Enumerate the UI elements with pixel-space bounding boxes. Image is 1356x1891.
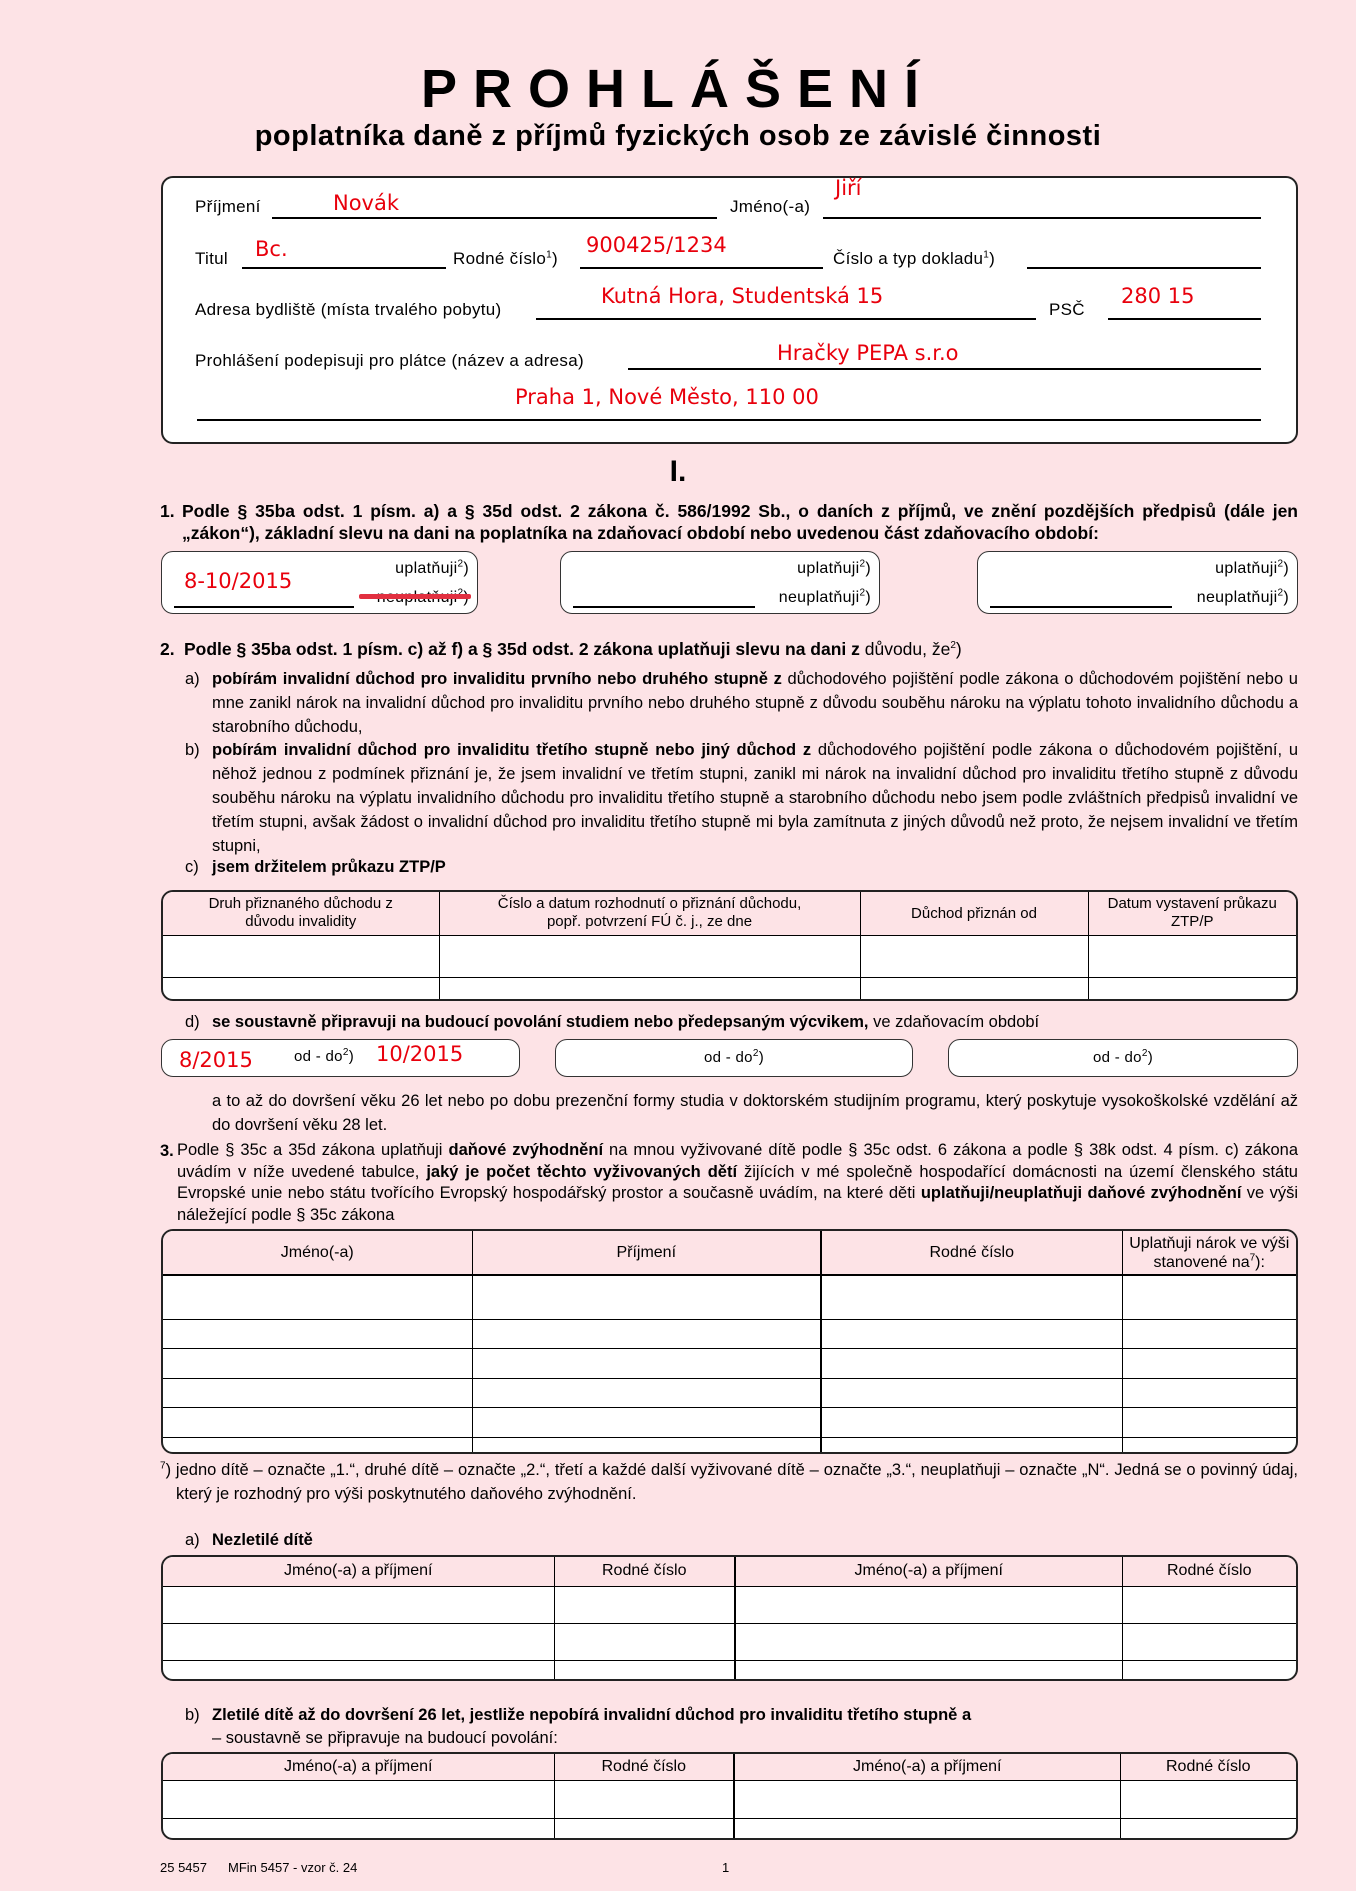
pension-table-grid — [163, 892, 1296, 999]
table-row — [163, 1319, 1296, 1349]
minor-header-name-2: Jméno(-a) a příjmení — [735, 1557, 1122, 1586]
address-value[interactable]: Kutná Hora, Studentská 15 — [601, 284, 884, 308]
minor-cell[interactable] — [1122, 1586, 1296, 1623]
item2-d-letter: d) — [185, 1013, 200, 1031]
pension-cell[interactable] — [163, 935, 439, 978]
item1-box-2-apply[interactable]: uplatňuji$^2$) — [797, 558, 871, 577]
table-row — [163, 1623, 1296, 1660]
adult-cell[interactable] — [163, 1819, 554, 1838]
minor-children-table-grid — [163, 1557, 1296, 1679]
surname-label: Příjmení — [195, 197, 261, 216]
document-field[interactable] — [1027, 267, 1261, 269]
child-birth-number-cell[interactable] — [821, 1437, 1122, 1452]
adult-cell[interactable] — [163, 1780, 554, 1819]
pension-table — [161, 890, 1298, 1001]
study-box-2-label[interactable]: od - $do^2$) — [704, 1048, 764, 1066]
zip-value[interactable]: 280 15 — [1121, 284, 1195, 308]
table-row — [163, 1349, 1296, 1379]
item2-a-letter: a) — [185, 670, 200, 688]
children-header-claim: Uplatňuji nárok ve výši stanovené $na^7$): — [1122, 1231, 1296, 1275]
item1-box-2-period-line[interactable] — [573, 606, 755, 608]
item1-box-3-period-line[interactable] — [990, 606, 1172, 608]
payer-name-value[interactable]: Hračky PEPA s.r.o — [777, 341, 959, 365]
adult-cell[interactable] — [1120, 1819, 1296, 1838]
child-claim-cell[interactable] — [1122, 1437, 1296, 1452]
minor-cell[interactable] — [554, 1660, 735, 1679]
pension-header-decision: Číslo a datum rozhodnutí o přiznání důchodu, popř. potvrzení FÚ č. j., ze dne — [439, 892, 860, 935]
adult-table-header — [163, 1754, 1296, 1780]
item2-a-text: pobírám invalidní důchod pro invaliditu prvního nebo druhého stupně z důchodového pojištění podle zákona o důchodovém pojištění nebo u mne zanikl nárok na invalidní důchod pro invaliditu prvního nebo druhého stupně z důvodu souběhu nároku na výplatu tohoto invalidního důchodu a starobního důchodu, — [212, 670, 1298, 736]
child-claim-cell[interactable] — [1122, 1319, 1296, 1349]
child-claim-cell[interactable] — [1122, 1349, 1296, 1379]
footer-code: 25 5457 — [160, 1860, 207, 1875]
payer-address-field[interactable] — [197, 419, 1261, 421]
child-birth-number-cell[interactable] — [821, 1408, 1122, 1438]
pension-header-type: Druh přiznaného důchodu z důvodu invalidity — [163, 892, 439, 935]
table-row — [163, 1408, 1296, 1438]
minor-letter: a) — [185, 1531, 200, 1549]
child-surname-cell[interactable] — [472, 1319, 821, 1349]
children-header-name: Jméno(-a) — [163, 1231, 472, 1275]
table-row — [163, 935, 1296, 978]
adult-header-name-1: Jméno(-a) a příjmení — [163, 1754, 554, 1780]
title-value[interactable]: Bc. — [255, 237, 288, 261]
item3-number: 3. — [160, 1142, 174, 1160]
pension-cell[interactable] — [439, 978, 860, 999]
minor-cell[interactable] — [163, 1660, 554, 1679]
item3-text: Podle § 35c a 35d zákona uplatňuji daňové zvýhodnění na mnou vyživované dítě podle § 35c odst. 6 zákona a podle § 38k odst. 4 písm. c) zákona uvádím v níže uvedené tabulce, jaký je počet těchto vyživovaných dětí žijících v mé společně hospodařící domácnosti na území členského státu Evropské unie nebo státu tvořícího Evropský hospodářský prostor a současně uvádím, na které děti uplatňuji/neuplatňuji daňové zvýhodnění ve výši náležející podle § 35c zákona — [177, 1141, 1299, 1224]
child-birth-number-cell[interactable] — [821, 1319, 1122, 1349]
child-name-cell[interactable] — [163, 1408, 472, 1438]
name-label: Jméno(-a) — [730, 197, 811, 216]
pension-cell[interactable] — [1088, 935, 1296, 978]
birth-number-field[interactable] — [580, 267, 823, 269]
study-box-1 — [161, 1039, 520, 1077]
minor-label: Nezletilé dítě — [212, 1531, 313, 1549]
table-row — [163, 1275, 1296, 1319]
table-row — [163, 1437, 1296, 1452]
child-claim-cell[interactable] — [1122, 1275, 1296, 1319]
adult-cell[interactable] — [734, 1780, 1120, 1819]
study-box-1-from[interactable]: 8/2015 — [179, 1048, 253, 1072]
minor-header-birth-2: Rodné číslo — [1122, 1557, 1296, 1586]
child-name-cell[interactable] — [163, 1437, 472, 1452]
minor-cell[interactable] — [1122, 1660, 1296, 1679]
minor-table-header — [163, 1557, 1296, 1586]
surname-field[interactable] — [272, 217, 717, 219]
item2-c-letter: c) — [185, 858, 199, 876]
minor-cell[interactable] — [735, 1623, 1122, 1660]
item1-box-1-period-line[interactable] — [174, 606, 354, 608]
payer-label: Prohlášení podepisuji pro plátce (název a adresa) — [195, 351, 584, 370]
name-field[interactable] — [823, 217, 1261, 219]
adult-cell[interactable] — [554, 1780, 734, 1819]
zip-label: PSČ — [1049, 300, 1085, 319]
birth-number-label: Rodné číslo$^1$) — [453, 249, 558, 268]
child-birth-number-cell[interactable] — [821, 1349, 1122, 1379]
adult-children-table — [161, 1752, 1298, 1840]
children-header-birth-number: Rodné číslo — [821, 1231, 1122, 1275]
item2-d-text: se soustavně připravuji na budoucí povolání studiem nebo předepsaným výcvikem, ve zdaňovacím období — [212, 1013, 1040, 1031]
table-row — [163, 1780, 1296, 1819]
item1-box-1-apply[interactable]: uplatňuji$^2$) — [395, 558, 469, 577]
item2-number: 2. — [160, 639, 175, 659]
child-name-cell[interactable] — [163, 1349, 472, 1379]
adult-header-birth-1: Rodné číslo — [554, 1754, 734, 1780]
item2-intro: Podle § 35ba odst. 1 písm. c) až f) a § 35d odst. 2 zákona uplatňuji slevu na dani z důvodu, $že^2$) — [184, 639, 962, 659]
adult-header-birth-2: Rodné číslo — [1120, 1754, 1296, 1780]
address-label: Adresa bydliště (místa trvalého pobytu) — [195, 300, 502, 319]
adult-label-line2: – soustavně se připravuje na budoucí povolání: — [212, 1729, 558, 1747]
payer-address-value[interactable]: Praha 1, Nové Město, 110 00 — [515, 385, 819, 409]
minor-cell[interactable] — [554, 1623, 735, 1660]
child-name-cell[interactable] — [163, 1275, 472, 1319]
item3-footnote: $^7$) jedno dítě – označte „1.“, druhé dítě – označte „2.“, třetí a každé další vyživované dítě – označte „3.“, neuplatňuji – označte „N“. Jedná se o povinný údaj, který je rozhodný pro výši poskytnutého daňového zvýhodnění. — [160, 1460, 1298, 1503]
pension-cell[interactable] — [860, 935, 1088, 978]
minor-cell[interactable] — [735, 1586, 1122, 1623]
item1-box-3 — [977, 551, 1298, 614]
minor-cell[interactable] — [163, 1586, 554, 1623]
item1-box-2-not-apply[interactable]: neuplatňuji$^2$) — [778, 587, 871, 606]
adult-header-name-2: Jméno(-a) a příjmení — [734, 1754, 1120, 1780]
children-table — [161, 1229, 1298, 1454]
title-field[interactable] — [242, 267, 446, 269]
item1-box-2 — [560, 551, 880, 614]
item2-b-text: pobírám invalidní důchod pro invaliditu třetího stupně nebo jiný důchod z důchodového pojištění podle zákona o důchodovém pojištění, u něhož jednou z podmínek přiznání je, že jsem invalidní ve třetím stupni, zanikl mi nárok na invalidní důchod pro invaliditu třetího stupně z důvodu souběhu nároku na výplatu invalidního důchodu pro invaliditu třetího stupně a starobního důchodu nebo jsem podle zvláštních předpisů invalidní ve třetím stupni, avšak žádost o invalidní důchod pro invaliditu třetího stupně mi byla zamítnuta z jiných důvodů než proto, že nejsem invalidní ve třetím stupni, — [212, 741, 1299, 855]
child-name-cell[interactable] — [163, 1319, 472, 1349]
children-header-surname: Příjmení — [472, 1231, 821, 1275]
item1-box-1-strikethrough — [359, 594, 471, 599]
zip-field[interactable] — [1108, 318, 1261, 320]
study-box-1-to[interactable]: 10/2015 — [376, 1042, 464, 1066]
child-surname-cell[interactable] — [472, 1378, 821, 1408]
item1-box-3-not-apply[interactable]: neuplatňuji$^2$) — [1196, 587, 1289, 606]
birth-number-value[interactable]: 900425/1234 — [586, 233, 727, 257]
study-box-2 — [555, 1039, 913, 1077]
child-surname-cell[interactable] — [472, 1408, 821, 1438]
address-field[interactable] — [536, 318, 1036, 320]
item2-d-after: a to až do dovršení věku 26 let nebo po dobu prezenční formy studia v doktorském studijním programu, který poskytuje vysokoškolské vzdělání až do dovršení věku 28 let. — [212, 1092, 1298, 1134]
pension-cell[interactable] — [439, 935, 860, 978]
minor-cell[interactable] — [1122, 1623, 1296, 1660]
child-surname-cell[interactable] — [472, 1349, 821, 1379]
minor-cell[interactable] — [163, 1623, 554, 1660]
minor-cell[interactable] — [554, 1586, 735, 1623]
name-value[interactable]: Jiří — [835, 176, 862, 200]
document-label: Číslo a typ dokladu$^1$) — [833, 249, 996, 268]
page-number: 1 — [722, 1860, 730, 1875]
pension-cell[interactable] — [1088, 978, 1296, 999]
pension-header-from: Důchod přiznán od — [860, 892, 1088, 935]
surname-value[interactable]: Novák — [333, 191, 400, 215]
child-birth-number-cell[interactable] — [821, 1378, 1122, 1408]
study-box-1-label: od - $do^2$) — [294, 1047, 354, 1065]
child-surname-cell[interactable] — [472, 1275, 821, 1319]
pension-header-ztp-date: Datum vystavení průkazu ZTP/P — [1088, 892, 1296, 935]
pension-table-header — [163, 892, 1296, 935]
table-row — [163, 1660, 1296, 1679]
item1-box-3-apply[interactable]: uplatňuji$^2$) — [1215, 558, 1289, 577]
adult-label: Zletilé dítě až do dovršení 26 let, jestliže nepobírá invalidní důchod pro invaliditu třetího stupně a — [212, 1706, 972, 1724]
adult-cell[interactable] — [734, 1819, 1120, 1838]
study-box-3-label[interactable]: od - $do^2$) — [1093, 1048, 1153, 1066]
table-row — [163, 1819, 1296, 1838]
adult-children-table-grid — [163, 1754, 1296, 1838]
section-heading: I. — [669, 455, 687, 488]
children-table-grid — [163, 1231, 1296, 1452]
minor-header-birth-1: Rodné číslo — [554, 1557, 735, 1586]
pension-cell[interactable] — [860, 978, 1088, 999]
item1-box-1-period[interactable]: 8-10/2015 — [184, 569, 293, 593]
item1-number: 1. — [160, 501, 175, 521]
minor-cell[interactable] — [735, 1660, 1122, 1679]
table-row — [163, 1378, 1296, 1408]
adult-cell[interactable] — [1120, 1780, 1296, 1819]
item1-text: Podle § 35ba odst. 1 písm. a) a § 35d odst. 2 zákona č. 586/1992 Sb., o daních z příjmů, ve znění pozdějších předpisů (dále jen „zákon“), základní slevu na dani na poplatníka na zdaňovací období nebo uvedenou část zdaňovacího období: — [182, 501, 1298, 543]
table-row — [163, 978, 1296, 999]
study-box-3 — [948, 1039, 1298, 1077]
minor-header-name-1: Jméno(-a) a příjmení — [163, 1557, 554, 1586]
form-subtitle: poplatníka daně z příjmů fyzických osob ze závislé činnosti — [254, 120, 1102, 152]
child-birth-number-cell[interactable] — [821, 1275, 1122, 1319]
item2-c-text: jsem držitelem průkazu ZTP/P — [212, 858, 446, 876]
child-surname-cell[interactable] — [472, 1437, 821, 1452]
pension-cell[interactable] — [163, 978, 439, 999]
form-title: PROHLÁŠENÍ — [420, 59, 936, 119]
adult-cell[interactable] — [554, 1819, 734, 1838]
child-claim-cell[interactable] — [1122, 1408, 1296, 1438]
adult-letter: b) — [185, 1706, 200, 1724]
title-label: Titul — [195, 249, 228, 268]
item1-box-1 — [161, 551, 478, 614]
child-name-cell[interactable] — [163, 1378, 472, 1408]
minor-children-table — [161, 1555, 1298, 1681]
footer-form: MFin 5457 - vzor č. 24 — [228, 1860, 358, 1875]
table-row — [163, 1586, 1296, 1623]
child-claim-cell[interactable] — [1122, 1378, 1296, 1408]
item2-b-letter: b) — [185, 741, 200, 759]
children-table-header — [163, 1231, 1296, 1275]
payer-name-field[interactable] — [628, 368, 1261, 370]
